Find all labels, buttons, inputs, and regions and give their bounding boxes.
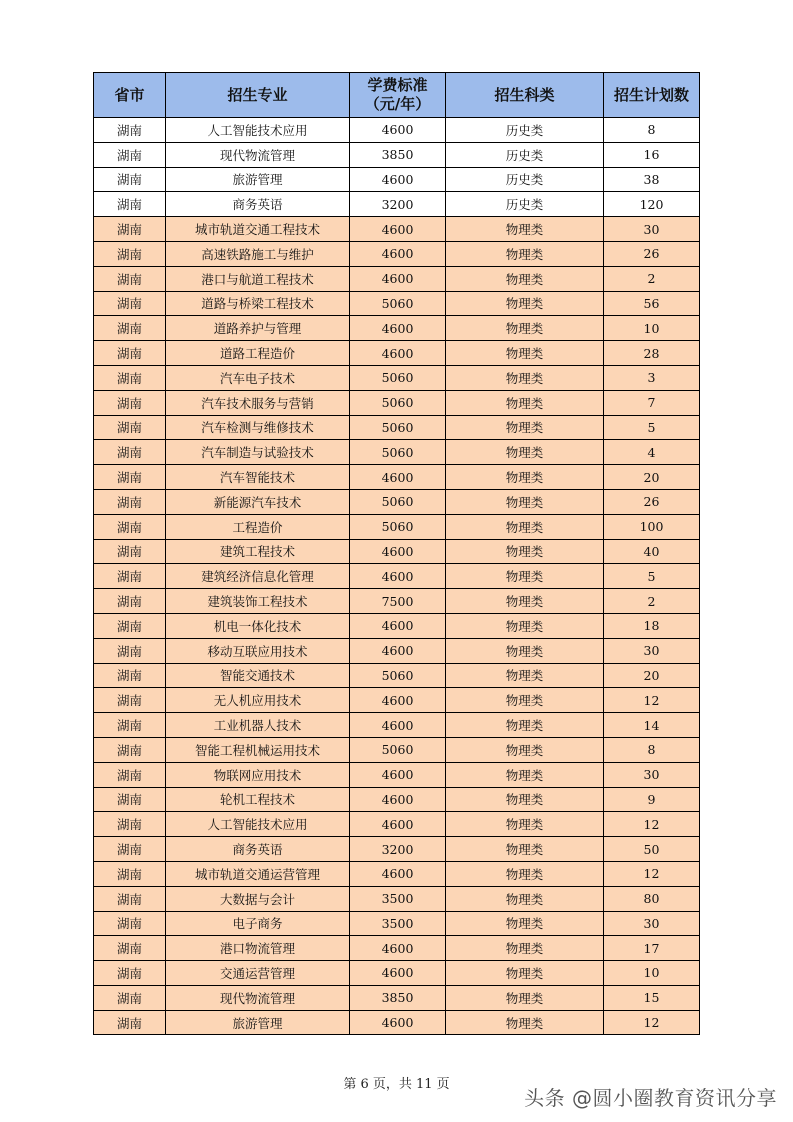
cell-fee: 4600: [350, 936, 446, 961]
cell-plan: 17: [604, 936, 700, 961]
cell-province: 湖南: [94, 812, 166, 837]
table-row: [94, 415, 700, 440]
table-row: [94, 440, 700, 465]
cell-plan: 12: [604, 812, 700, 837]
table-row: [94, 266, 700, 291]
table-row: [94, 341, 700, 366]
cell-fee: 4600: [350, 217, 446, 242]
cell-plan: 18: [604, 613, 700, 638]
cell-major: 道路养护与管理: [166, 316, 350, 341]
cell-major: 汽车制造与试验技术: [166, 440, 350, 465]
cell-fee: 4600: [350, 341, 446, 366]
cell-fee: 4600: [350, 861, 446, 886]
table-body: [94, 118, 700, 1035]
cell-plan: 20: [604, 663, 700, 688]
cell-province: 湖南: [94, 564, 166, 589]
cell-plan: 2: [604, 589, 700, 614]
cell-province: 湖南: [94, 440, 166, 465]
header-category: 招生科类: [446, 73, 604, 118]
cell-fee: 5060: [350, 737, 446, 762]
cell-category: 物理类: [446, 713, 604, 738]
cell-plan: 30: [604, 762, 700, 787]
cell-major: 商务英语: [166, 837, 350, 862]
cell-province: 湖南: [94, 365, 166, 390]
cell-category: 物理类: [446, 837, 604, 862]
table-row: [94, 936, 700, 961]
cell-province: 湖南: [94, 613, 166, 638]
cell-province: 湖南: [94, 514, 166, 539]
table-row: [94, 985, 700, 1010]
cell-category: 物理类: [446, 663, 604, 688]
table-row: [94, 167, 700, 192]
cell-category: 物理类: [446, 465, 604, 490]
cell-plan: 9: [604, 787, 700, 812]
header-fee: [350, 73, 446, 118]
table-row: [94, 1010, 700, 1035]
watermark-text: 头条 @圆小圈教育资讯分享: [524, 1086, 777, 1110]
cell-fee: 4600: [350, 812, 446, 837]
cell-category: 物理类: [446, 415, 604, 440]
cell-plan: 30: [604, 638, 700, 663]
cell-fee: 4600: [350, 638, 446, 663]
cell-province: 湖南: [94, 589, 166, 614]
cell-province: 湖南: [94, 217, 166, 242]
cell-province: 湖南: [94, 142, 166, 167]
cell-category: 物理类: [446, 737, 604, 762]
table-row: [94, 663, 700, 688]
cell-major: 人工智能技术应用: [166, 812, 350, 837]
cell-plan: 10: [604, 961, 700, 986]
enrollment-table: [93, 72, 700, 1035]
table-row: [94, 142, 700, 167]
cell-major: 商务英语: [166, 192, 350, 217]
cell-major: 电子商务: [166, 911, 350, 936]
cell-category: 历史类: [446, 142, 604, 167]
cell-fee: 3200: [350, 192, 446, 217]
cell-province: 湖南: [94, 886, 166, 911]
cell-category: 物理类: [446, 762, 604, 787]
cell-fee: 4600: [350, 118, 446, 143]
cell-plan: 14: [604, 713, 700, 738]
cell-province: 湖南: [94, 118, 166, 143]
cell-plan: 80: [604, 886, 700, 911]
table-row: [94, 489, 700, 514]
table-row: [94, 217, 700, 242]
cell-plan: 5: [604, 564, 700, 589]
cell-fee: 5060: [350, 489, 446, 514]
table-row: [94, 241, 700, 266]
cell-province: 湖南: [94, 837, 166, 862]
cell-category: 物理类: [446, 217, 604, 242]
cell-major: 港口与航道工程技术: [166, 266, 350, 291]
cell-province: 湖南: [94, 390, 166, 415]
cell-plan: 12: [604, 1010, 700, 1035]
cell-major: 工业机器人技术: [166, 713, 350, 738]
cell-major: 智能工程机械运用技术: [166, 737, 350, 762]
cell-plan: 8: [604, 118, 700, 143]
table-row: [94, 316, 700, 341]
cell-fee: 3500: [350, 911, 446, 936]
cell-fee: 4600: [350, 613, 446, 638]
table-header-row: [94, 73, 700, 118]
cell-major: 建筑工程技术: [166, 539, 350, 564]
cell-fee: 5060: [350, 440, 446, 465]
table-row: [94, 737, 700, 762]
cell-province: 湖南: [94, 985, 166, 1010]
cell-major: 新能源汽车技术: [166, 489, 350, 514]
cell-plan: 120: [604, 192, 700, 217]
table-row: [94, 564, 700, 589]
cell-category: 物理类: [446, 911, 604, 936]
cell-plan: 12: [604, 861, 700, 886]
table-row: [94, 514, 700, 539]
cell-plan: 12: [604, 688, 700, 713]
table-row: [94, 861, 700, 886]
cell-province: 湖南: [94, 1010, 166, 1035]
cell-category: 物理类: [446, 564, 604, 589]
cell-major: 汽车技术服务与营销: [166, 390, 350, 415]
cell-major: 智能交通技术: [166, 663, 350, 688]
cell-plan: 3: [604, 365, 700, 390]
cell-province: 湖南: [94, 961, 166, 986]
table-row: [94, 118, 700, 143]
cell-plan: 30: [604, 217, 700, 242]
table-row: [94, 787, 700, 812]
cell-category: 物理类: [446, 936, 604, 961]
cell-fee: 4600: [350, 688, 446, 713]
cell-plan: 4: [604, 440, 700, 465]
cell-fee: 7500: [350, 589, 446, 614]
cell-province: 湖南: [94, 465, 166, 490]
cell-plan: 26: [604, 241, 700, 266]
cell-province: 湖南: [94, 663, 166, 688]
cell-plan: 50: [604, 837, 700, 862]
cell-major: 建筑经济信息化管理: [166, 564, 350, 589]
cell-major: 人工智能技术应用: [166, 118, 350, 143]
cell-province: 湖南: [94, 489, 166, 514]
cell-category: 物理类: [446, 589, 604, 614]
cell-major: 城市轨道交通工程技术: [166, 217, 350, 242]
cell-plan: 40: [604, 539, 700, 564]
cell-category: 物理类: [446, 688, 604, 713]
cell-fee: 3850: [350, 142, 446, 167]
cell-major: 移动互联应用技术: [166, 638, 350, 663]
cell-plan: 20: [604, 465, 700, 490]
cell-province: 湖南: [94, 936, 166, 961]
cell-fee: 4600: [350, 564, 446, 589]
cell-category: 历史类: [446, 167, 604, 192]
cell-category: 物理类: [446, 1010, 604, 1035]
cell-province: 湖南: [94, 241, 166, 266]
cell-fee: 5060: [350, 291, 446, 316]
cell-category: 物理类: [446, 961, 604, 986]
cell-plan: 2: [604, 266, 700, 291]
cell-plan: 16: [604, 142, 700, 167]
cell-category: 物理类: [446, 365, 604, 390]
cell-category: 物理类: [446, 241, 604, 266]
cell-category: 物理类: [446, 886, 604, 911]
cell-fee: 4600: [350, 961, 446, 986]
cell-fee: 4600: [350, 787, 446, 812]
cell-category: 物理类: [446, 613, 604, 638]
cell-major: 汽车电子技术: [166, 365, 350, 390]
header-fee-line2: （元/年）: [364, 95, 431, 113]
cell-province: 湖南: [94, 415, 166, 440]
cell-plan: 100: [604, 514, 700, 539]
header-plan: 招生计划数: [604, 73, 700, 118]
cell-province: 湖南: [94, 638, 166, 663]
cell-major: 城市轨道交通运营管理: [166, 861, 350, 886]
cell-province: 湖南: [94, 911, 166, 936]
cell-category: 物理类: [446, 514, 604, 539]
cell-province: 湖南: [94, 167, 166, 192]
header-province: 省市: [94, 73, 166, 118]
table-row: [94, 762, 700, 787]
cell-fee: 4600: [350, 316, 446, 341]
table-row: [94, 613, 700, 638]
cell-major: 道路与桥梁工程技术: [166, 291, 350, 316]
cell-fee: 5060: [350, 390, 446, 415]
cell-major: 轮机工程技术: [166, 787, 350, 812]
table-row: [94, 688, 700, 713]
cell-province: 湖南: [94, 861, 166, 886]
cell-major: 建筑装饰工程技术: [166, 589, 350, 614]
cell-category: 物理类: [446, 341, 604, 366]
cell-major: 大数据与会计: [166, 886, 350, 911]
table-row: [94, 465, 700, 490]
cell-province: 湖南: [94, 341, 166, 366]
cell-fee: 4600: [350, 713, 446, 738]
cell-category: 物理类: [446, 787, 604, 812]
cell-fee: 5060: [350, 365, 446, 390]
cell-plan: 10: [604, 316, 700, 341]
table-row: [94, 365, 700, 390]
cell-major: 交通运营管理: [166, 961, 350, 986]
cell-province: 湖南: [94, 539, 166, 564]
cell-category: 物理类: [446, 489, 604, 514]
cell-fee: 5060: [350, 514, 446, 539]
cell-plan: 5: [604, 415, 700, 440]
cell-plan: 56: [604, 291, 700, 316]
cell-plan: 28: [604, 341, 700, 366]
cell-major: 工程造价: [166, 514, 350, 539]
cell-fee: 3200: [350, 837, 446, 862]
cell-major: 无人机应用技术: [166, 688, 350, 713]
cell-fee: 4600: [350, 1010, 446, 1035]
cell-major: 港口物流管理: [166, 936, 350, 961]
cell-province: 湖南: [94, 291, 166, 316]
cell-major: 汽车检测与维修技术: [166, 415, 350, 440]
cell-category: 物理类: [446, 861, 604, 886]
table-row: [94, 837, 700, 862]
table-row: [94, 192, 700, 217]
cell-province: 湖南: [94, 737, 166, 762]
cell-plan: 26: [604, 489, 700, 514]
header-fee-line1: 学费标准: [367, 76, 428, 94]
cell-category: 物理类: [446, 539, 604, 564]
cell-category: 物理类: [446, 266, 604, 291]
cell-fee: 4600: [350, 241, 446, 266]
table-row: [94, 390, 700, 415]
cell-plan: 38: [604, 167, 700, 192]
table-row: [94, 589, 700, 614]
cell-major: 现代物流管理: [166, 985, 350, 1010]
cell-category: 物理类: [446, 390, 604, 415]
cell-category: 历史类: [446, 118, 604, 143]
header-major: 招生专业: [166, 73, 350, 118]
cell-major: 汽车智能技术: [166, 465, 350, 490]
cell-major: 旅游管理: [166, 1010, 350, 1035]
cell-major: 现代物流管理: [166, 142, 350, 167]
cell-province: 湖南: [94, 316, 166, 341]
cell-major: 旅游管理: [166, 167, 350, 192]
cell-province: 湖南: [94, 713, 166, 738]
cell-province: 湖南: [94, 787, 166, 812]
table-row: [94, 812, 700, 837]
cell-plan: 30: [604, 911, 700, 936]
cell-fee: 3500: [350, 886, 446, 911]
table-row: [94, 961, 700, 986]
cell-major: 机电一体化技术: [166, 613, 350, 638]
table-row: [94, 539, 700, 564]
cell-province: 湖南: [94, 688, 166, 713]
page-number: 第 6 页，共 11 页: [343, 1077, 450, 1092]
cell-plan: 15: [604, 985, 700, 1010]
cell-fee: 5060: [350, 663, 446, 688]
cell-fee: 4600: [350, 266, 446, 291]
cell-fee: 4600: [350, 539, 446, 564]
cell-plan: 7: [604, 390, 700, 415]
cell-category: 物理类: [446, 440, 604, 465]
cell-fee: 4600: [350, 762, 446, 787]
cell-province: 湖南: [94, 192, 166, 217]
cell-plan: 8: [604, 737, 700, 762]
cell-major: 物联网应用技术: [166, 762, 350, 787]
cell-fee: 5060: [350, 415, 446, 440]
cell-major: 道路工程造价: [166, 341, 350, 366]
table-row: [94, 886, 700, 911]
table-row: [94, 291, 700, 316]
cell-category: 物理类: [446, 291, 604, 316]
cell-category: 历史类: [446, 192, 604, 217]
cell-category: 物理类: [446, 985, 604, 1010]
table-row: [94, 713, 700, 738]
cell-fee: 3850: [350, 985, 446, 1010]
table-row: [94, 638, 700, 663]
table-row: [94, 911, 700, 936]
cell-fee: 4600: [350, 167, 446, 192]
cell-category: 物理类: [446, 812, 604, 837]
cell-province: 湖南: [94, 266, 166, 291]
cell-major: 高速铁路施工与维护: [166, 241, 350, 266]
cell-fee: 4600: [350, 465, 446, 490]
cell-province: 湖南: [94, 762, 166, 787]
cell-category: 物理类: [446, 638, 604, 663]
cell-category: 物理类: [446, 316, 604, 341]
